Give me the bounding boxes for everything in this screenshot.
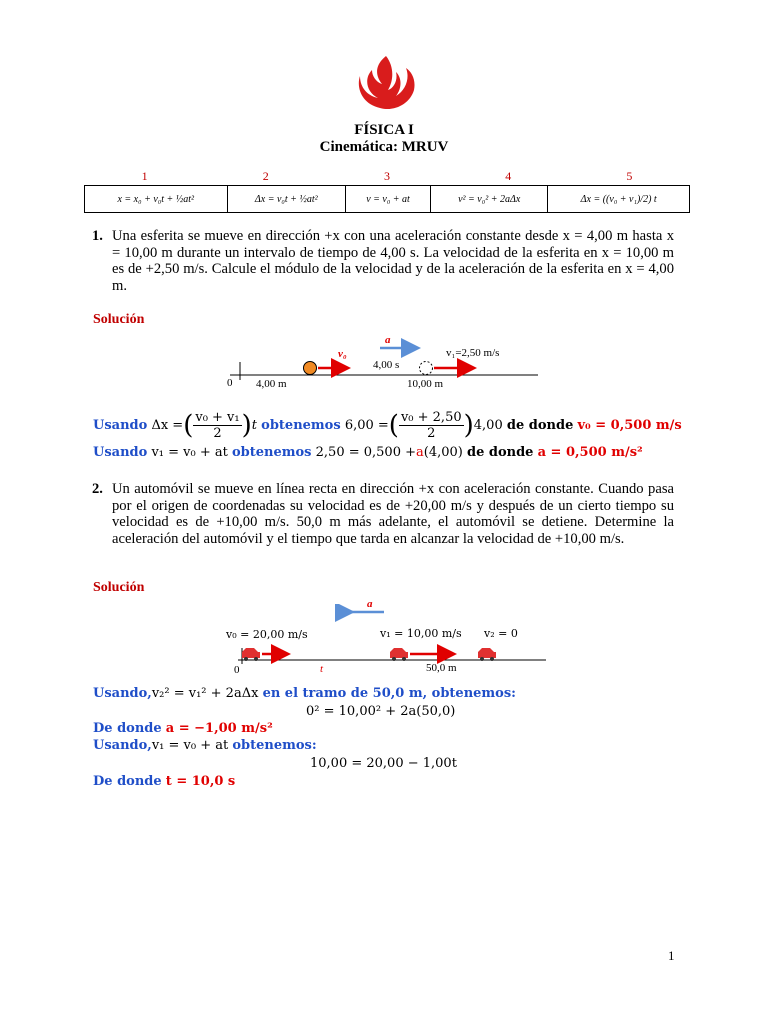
var-t: t	[251, 418, 258, 433]
solution-label: Solución	[93, 312, 145, 327]
solution1-line1	[93, 410, 682, 441]
t-label: t	[320, 663, 324, 675]
accel-label: a	[367, 598, 373, 610]
v1-label: v₁=2,50 m/s	[446, 347, 500, 359]
car-end	[478, 648, 496, 661]
paren-open: (	[183, 410, 194, 441]
paren-close: )	[463, 410, 474, 441]
result-v0: v₀ = 0,500 m/s	[577, 418, 682, 433]
formula-number: 2	[262, 169, 269, 183]
fraction	[399, 410, 464, 441]
word-de-donde: De donde	[93, 774, 162, 789]
formula-numbers	[84, 169, 690, 184]
word-obtenemos: obtenemos:	[232, 738, 317, 753]
word-usando: Usando,	[93, 686, 152, 701]
solution-label: Solución	[93, 580, 145, 595]
v1-label: v₁ = 10,00 m/s	[380, 627, 462, 640]
solution2-line1	[93, 686, 516, 701]
origin-label: 0	[234, 664, 240, 676]
origin-label: 0	[227, 377, 233, 389]
word-obtenemos: obtenemos	[261, 418, 341, 433]
upc-logo	[354, 52, 418, 112]
formula-cell: Δx = ((v₀ + v₁)/2) t	[548, 186, 690, 213]
result-a: a = −1,00 m/s²	[165, 721, 273, 736]
formula: v₂² = v₁² + 2aΔx	[151, 686, 259, 701]
solution1-line2	[93, 445, 643, 460]
formula-cell: v = v₀ + at	[346, 186, 431, 213]
accel-label: a	[385, 334, 391, 346]
equation: 0² = 10,00² + 2a(50,0)	[306, 704, 456, 719]
car-middle	[390, 648, 408, 661]
formula-table	[84, 185, 690, 213]
formula-cell: Δx = v₀t + ½at²	[227, 186, 345, 213]
num-lhs: 6,00 =	[344, 418, 389, 433]
formula-number: 4	[505, 169, 512, 183]
solution2-line3	[93, 738, 317, 753]
time-label: 4,00 s	[373, 359, 400, 371]
solution2-line4	[93, 774, 235, 789]
equation: 10,00 = 20,00 − 1,00t	[310, 756, 457, 771]
word-obtenemos: obtenemos	[231, 445, 312, 460]
frac-bot: 2	[213, 426, 222, 441]
frac-top: v₀ + v₁	[195, 410, 240, 425]
car-start	[242, 648, 260, 661]
formula-cell: v² = v₀² + 2aΔx	[431, 186, 548, 213]
pos1-label: 4,00 m	[256, 378, 287, 390]
var-a: a	[415, 445, 424, 460]
formula-number: 1	[141, 169, 148, 183]
eq-pre: 2,50 = 0,500 +	[315, 445, 416, 460]
dist-label: 50,0 m	[426, 662, 457, 674]
page-number: 1	[668, 948, 675, 963]
ball-end	[420, 362, 433, 375]
pos2-label: 10,00 m	[407, 378, 444, 390]
ball-start	[304, 362, 317, 375]
word-de-donde: de donde	[506, 418, 574, 433]
v2-label: v₂ = 0	[484, 627, 518, 640]
formula-lhs: Δx =	[151, 418, 184, 433]
problem-number: 2.	[92, 481, 103, 497]
word-usando: Usando	[93, 445, 148, 460]
formula: v₁ = v₀ + at	[151, 738, 229, 753]
word-usando: Usando	[93, 418, 148, 433]
frac-top: v₀ + 2,50	[400, 410, 462, 425]
solution2-line2	[93, 721, 273, 736]
problem-number: 1.	[92, 228, 103, 244]
line-rest: en el tramo de 50,0 m, obtenemos:	[262, 686, 516, 701]
v0-label: v₀ = 20,00 m/s	[226, 628, 308, 641]
formula: v₁ = v₀ + at	[151, 445, 228, 460]
formula-cell: x = x₀ + v₀t + ½at²	[85, 186, 228, 213]
num-rhs: 4,00	[473, 418, 503, 433]
formula-number: 5	[626, 169, 633, 183]
paren-close: )	[241, 410, 252, 441]
v0-label: v₀	[338, 348, 347, 360]
word-de-donde: De donde	[93, 721, 162, 736]
page-subtitle: Cinemática: MRUV	[319, 139, 449, 155]
formula-number: 3	[384, 169, 390, 183]
problem-text: Un automóvil se mueve en línea recta en dirección +x con aceleración constante. Cuando pasa por el origen de coordenadas su velocidad es de +20,00 m/s y después de un cierto tiempo su velocidad es de +10,00 m/s. 50,0 m más adelante, el automóvil se detiene. Determine la aceleración del automóvil y el tiempo que tarda en alcanzar la velocidad de +10,00 m/s.	[112, 481, 674, 547]
problem-text: Una esferita se mueve en dirección +x con una aceleración constante desde x = 4,00 m hasta x = 10,00 m durante un intervalo de tiempo de 4,00 s. La velocidad de la esferita en x = 10,00 m es de +2,50 m/s. Calcule el módulo de la velocidad y de la aceleración de la esferita en x = 4,00 m.	[112, 228, 674, 294]
result-t: t = 10,0 s	[165, 774, 236, 789]
fraction	[193, 410, 241, 441]
frac-bot: 2	[427, 426, 436, 441]
word-usando: Usando,	[93, 738, 152, 753]
eq-post: (4,00)	[423, 445, 463, 460]
result-a: a = 0,500 m/s²	[537, 445, 643, 460]
paren-open: (	[388, 410, 399, 441]
page-title: FÍSICA I	[354, 122, 414, 138]
word-de-donde: de donde	[466, 445, 534, 460]
